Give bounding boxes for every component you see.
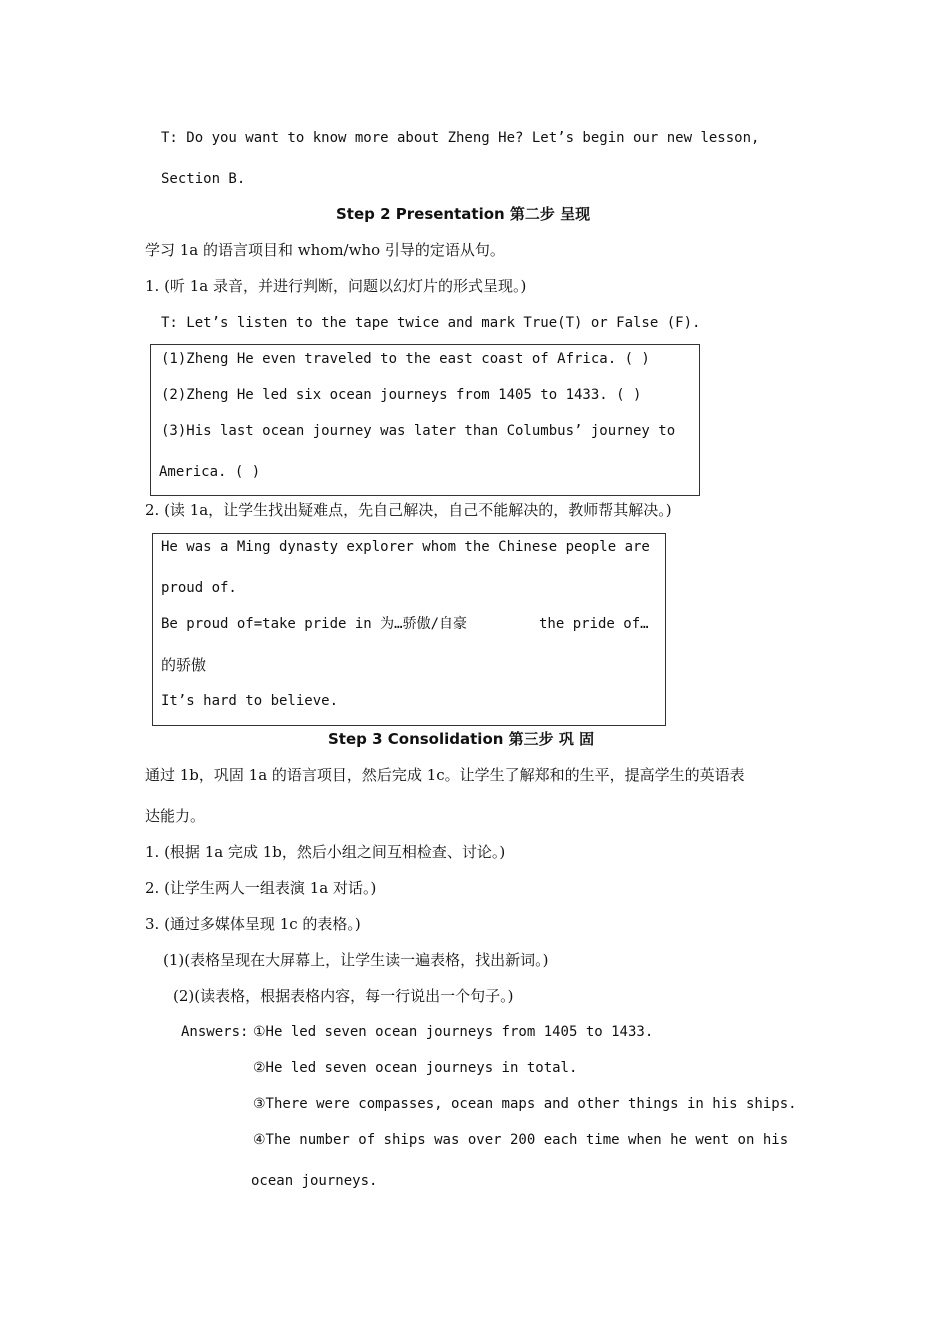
step3-sub-item-1: (1)(表格呈现在大屏幕上，让学生读一遍表格，找出新词。) — [163, 951, 549, 969]
step3-description-line-2: 达能力。 — [145, 807, 206, 825]
teacher-instruction: T: Let’s listen to the tape twice and mark True(T) or False (F). — [161, 315, 701, 331]
language-point-5: It’s hard to believe. — [161, 693, 339, 709]
step3-item-2: 2. (让学生两人一组表演 1a 对话。) — [145, 879, 377, 897]
answer-2: ②He led seven ocean journeys in total. — [253, 1060, 578, 1076]
answer-4: ④The number of ships was over 200 each time when he went on his — [253, 1132, 789, 1148]
language-point-2: proud of. — [161, 580, 237, 596]
question-3-line-1: (3)His last ocean journey was later than Columbus’ journey to — [161, 423, 676, 439]
language-point-1: He was a Ming dynasty explorer whom the Chinese people are — [161, 539, 650, 555]
intro-line-1: T: Do you want to know more about Zheng He? Let’s begin our new lesson, — [161, 130, 760, 146]
language-point-3: Be proud of=take pride in 为…骄傲/自豪 — [161, 616, 468, 632]
step3-item-1: 1. (根据 1a 完成 1b，然后小组之间互相检查、讨论。) — [145, 843, 506, 861]
question-2: (2)Zheng He led six ocean journeys from 1405 to 1433. ( ) — [161, 387, 642, 403]
language-point-4: 的骄傲 — [161, 656, 207, 674]
answer-3: ③There were compasses, ocean maps and other things in his ships. — [253, 1096, 797, 1112]
question-3-line-2: America. ( ) — [159, 464, 261, 480]
step2-item-2: 2. (读 1a，让学生找出疑难点，先自己解决，自己不能解决的，教师帮其解决。) — [145, 501, 672, 519]
step3-item-3: 3. (通过多媒体呈现 1c 的表格。) — [145, 915, 361, 933]
question-1: (1)Zheng He even traveled to the east coast of Africa. ( ) — [161, 351, 650, 367]
step3-heading: Step 3 Consolidation 第三步 巩 固 — [328, 730, 595, 748]
step2-description: 学习 1a 的语言项目和 whom/who 引导的定语从句。 — [145, 241, 505, 259]
step3-sub-item-2: (2)(读表格，根据表格内容，每一行说出一个句子。) — [173, 987, 514, 1005]
answers-label: Answers: — [181, 1024, 249, 1040]
intro-line-2: Section B. — [161, 171, 246, 187]
answer-4-continued: ocean journeys. — [251, 1173, 378, 1189]
answer-1: ①He led seven ocean journeys from 1405 to 1433. — [253, 1024, 654, 1040]
step3-description-line-1: 通过 1b，巩固 1a 的语言项目，然后完成 1c。让学生了解郑和的生平，提高学生的英语表 — [145, 766, 745, 784]
step2-heading: Step 2 Presentation 第二步 呈现 — [336, 205, 591, 223]
language-point-3b: the pride of… — [539, 616, 649, 632]
step2-item-1: 1. (听 1a 录音，并进行判断，问题以幻灯片的形式呈现。) — [145, 277, 527, 295]
